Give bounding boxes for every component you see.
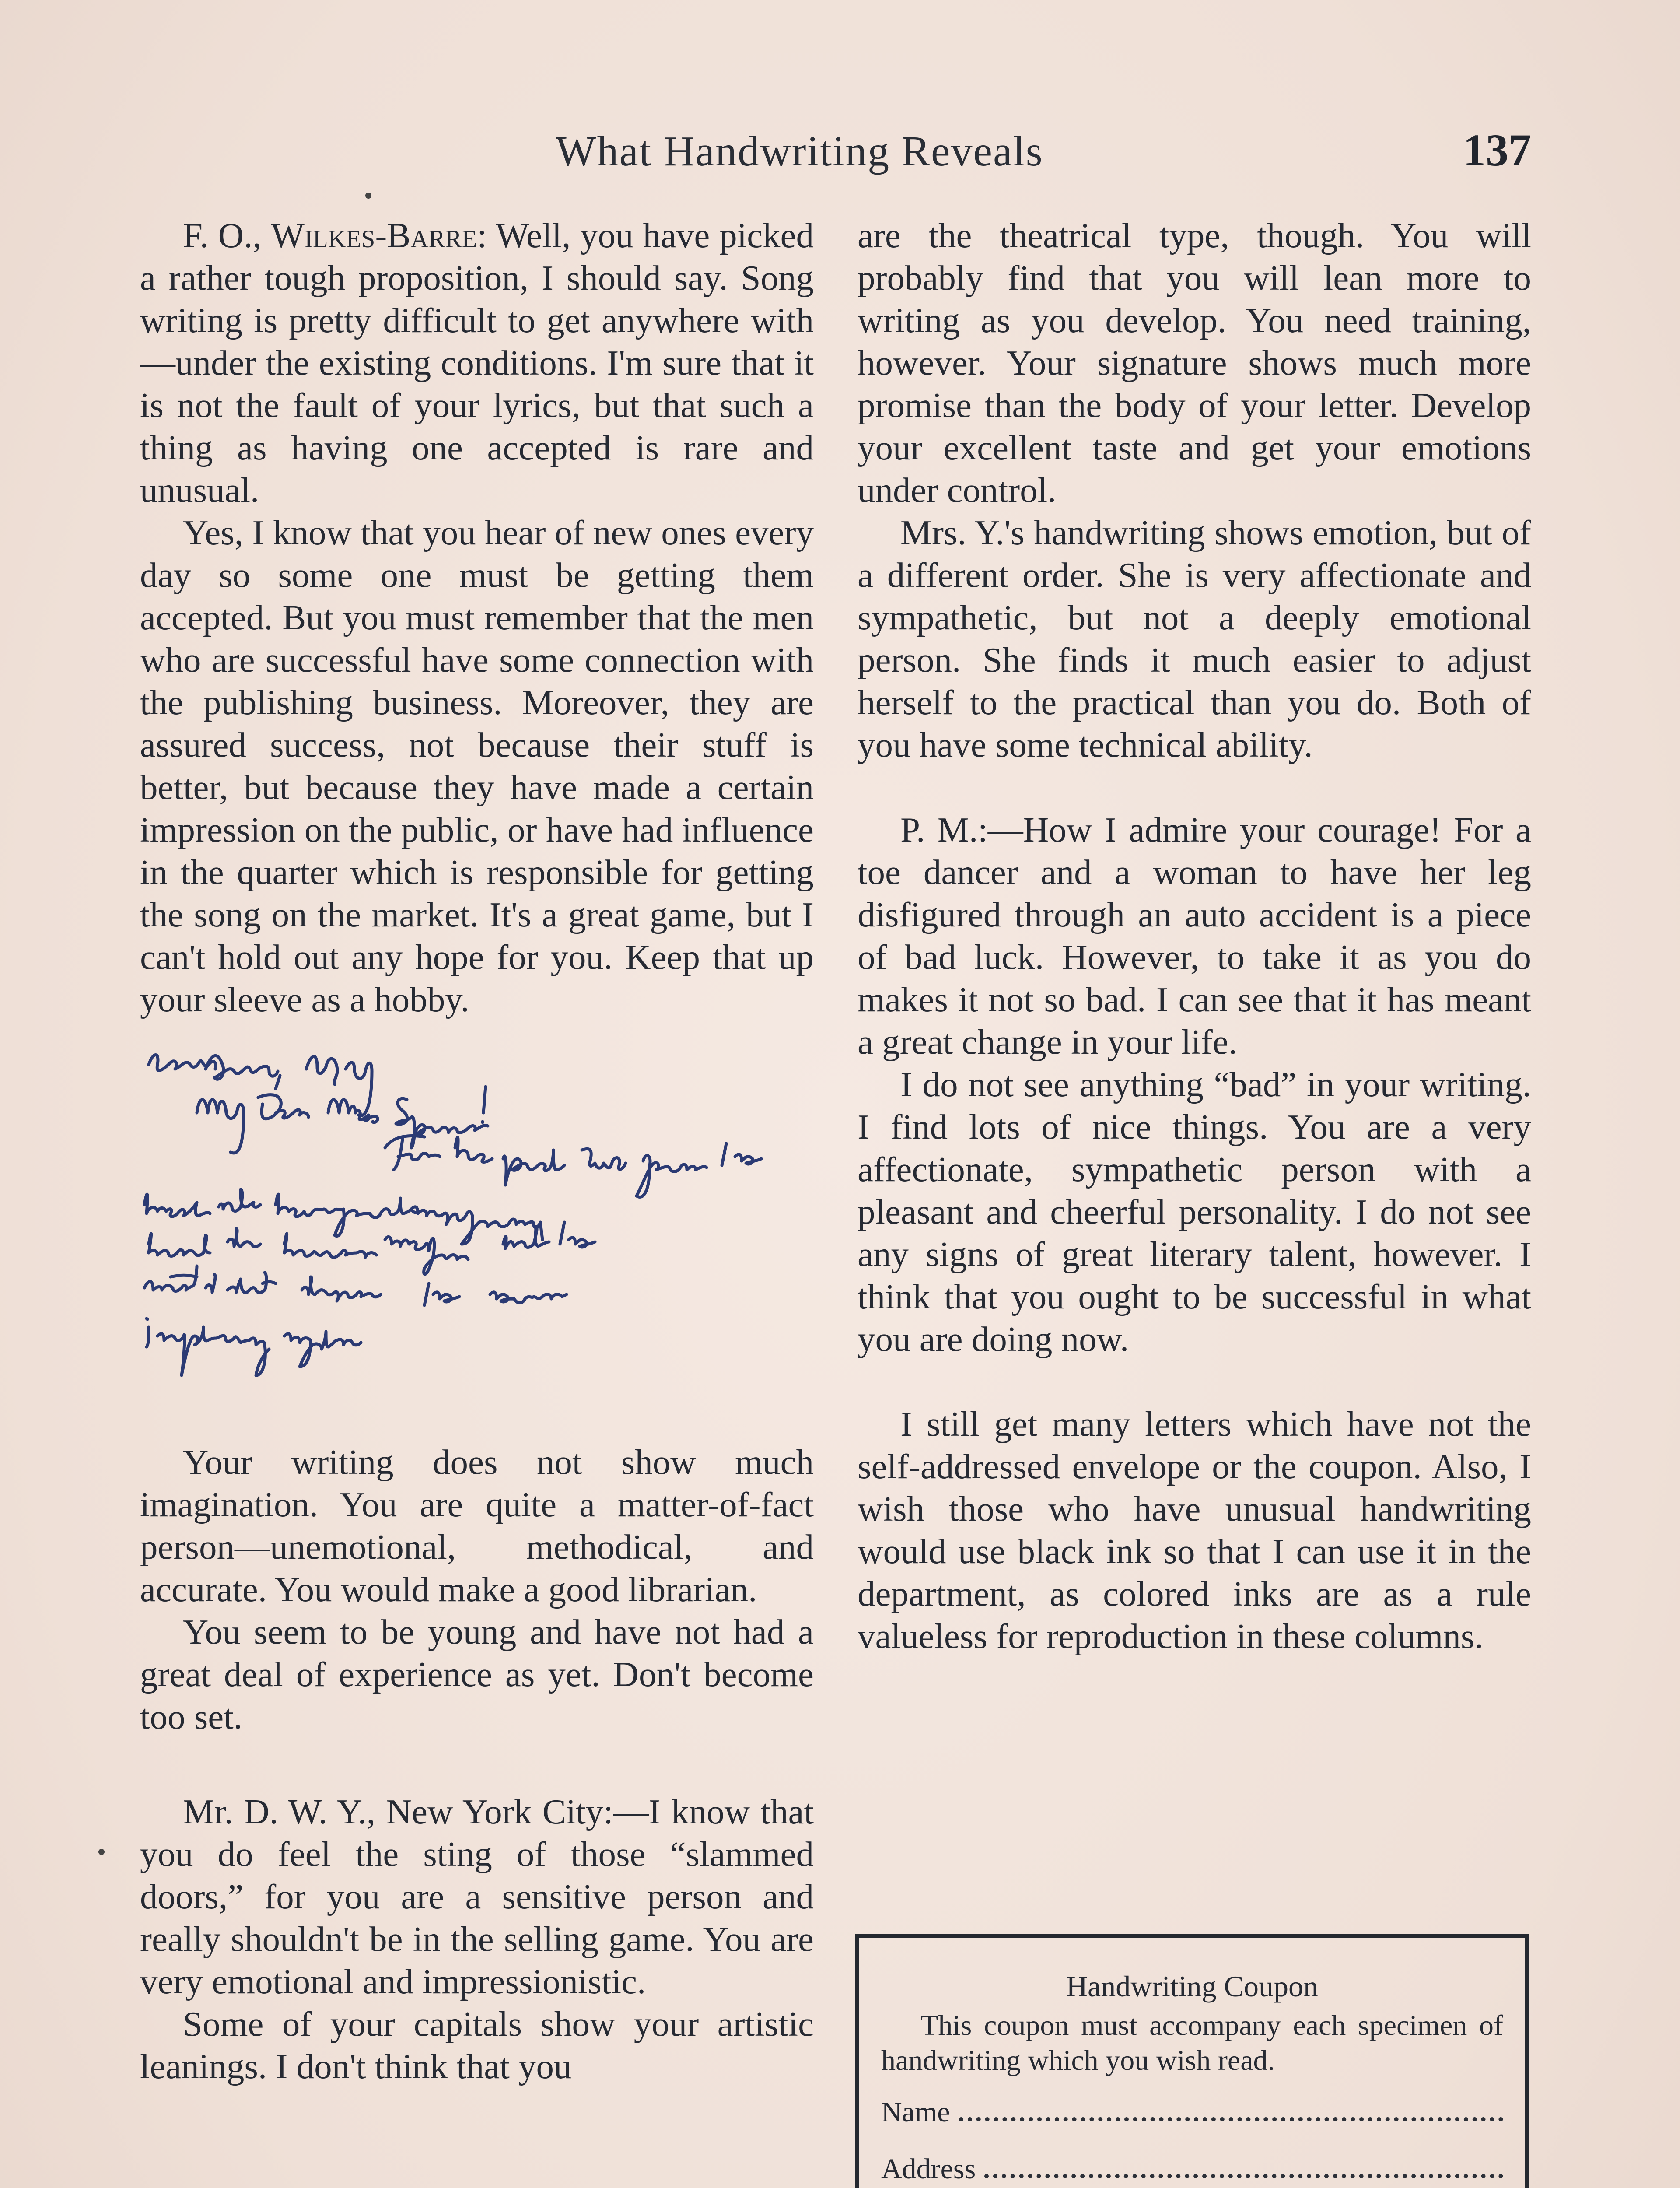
handwriting-coupon — [855, 1934, 1529, 2188]
correspondent-city: Wilkes-Barre — [271, 216, 477, 255]
paragraph: Yes, I know that you hear of new ones every day so some one must be getting them accepted. But you must remember that the men who are successful have some connection with the publishing business. Moreover, they are assured success, not because their stuff is better, but because they have made a certain impression on the public, or have had influence in the quarter which is responsible for getting the song on the market. It's a great game, but I can't hold out any hope for you. Keep that up your sleeve as a hobby. — [140, 513, 814, 1019]
coupon-name-line[interactable] — [959, 2100, 1503, 2121]
coupon-name-label: Name — [881, 2096, 950, 2128]
paragraph-pm: P. M.:—How I admire your courage! For a toe dancer and a woman to have her leg disfigured through an auto accident is a piece of bad luck. However, to take it as you do makes it not so bad. I can see that it has meant a great change in your life. — [858, 810, 1531, 1062]
coupon-name-field[interactable] — [881, 2095, 1503, 2130]
page-header — [140, 127, 1531, 188]
left-column — [140, 214, 814, 2088]
paragraph: You seem to be young and have not had a great deal of experience as yet. Don't become too set. — [140, 1612, 814, 1736]
paragraph-text: : Well, you have picked a rather tough proposition, I should say. Song writing is pretty difficult to get anywhere with—under the existing conditions. I'm sure that it is not the fault of your lyrics, but that such a thing as having one accepted is rare and unusual. — [140, 216, 814, 510]
paragraph-fo-wilkes-barre — [140, 214, 814, 512]
coupon-instructions: This coupon must accompany each specimen of handwriting which you wish read. — [881, 2009, 1503, 2076]
handwriting-sample-text — [140, 1038, 814, 1419]
print-speck — [98, 1849, 105, 1855]
paragraph: are the theatrical type, though. You will probably find that you will lean more to writing as you develop. You need training, however. Your signature shows much more promise than the body of your letter. Develop your excellent taste and get your emotions under control. — [858, 216, 1531, 510]
paragraph: I do not see anything “bad” in your writing. I find lots of nice things. You are a very affectionate, sympathetic person with a pleasant and cheerful personality. I do not see any signs of great literary talent, however. I think that you ought to be successful in what you are doing now. — [858, 1065, 1531, 1359]
paragraph-mrs-y: Mrs. Y.'s handwriting shows emotion, but of a different order. She is very affectionate and sympathetic, but not a deeply emotional person. She finds it much easier to adjust herself to the practical than you do. Both of you have some technical ability. — [858, 513, 1531, 764]
paragraph: Your writing does not show much imagination. You are quite a matter-of-fact person—unemotional, methodical, and accurate. You would make a good librarian. — [140, 1442, 814, 1609]
print-speck — [365, 193, 371, 199]
coupon-address-line[interactable] — [984, 2157, 1503, 2178]
coupon-title: Handwriting Coupon — [1066, 1970, 1319, 2003]
coupon-address-field[interactable] — [881, 2152, 1503, 2187]
paragraph-mr-dwy: Mr. D. W. Y., New York City:—I know that you do feel the sting of those “slammed doors,” for you are a sensitive person and really shouldn't be in the selling game. You are very emotional and impressionistic. — [140, 1792, 814, 2001]
paragraph: Some of your capitals show your artistic leanings. I don't think that you — [140, 2004, 814, 2086]
page-number: 137 — [1463, 125, 1531, 175]
handwriting-sample-image — [140, 1038, 814, 1419]
paragraph-closing-note: I still get many letters which have not the self-addressed envelope or the coupon. Also, I wish those who have unusual handwriting would use black ink so that I can use it in the department, as colored inks are as a rule valueless for reproduction in these columns. — [858, 1404, 1531, 1656]
correspondent-initials: F. O., — [183, 216, 271, 255]
coupon-address-label: Address — [881, 2153, 976, 2185]
running-title: What Handwriting Reveals — [556, 128, 1043, 175]
right-column — [858, 214, 1531, 1658]
